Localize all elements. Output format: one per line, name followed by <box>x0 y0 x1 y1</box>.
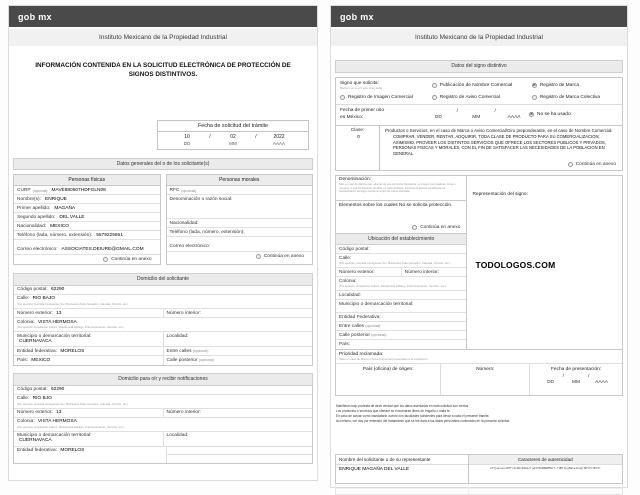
date-slash: / <box>588 373 590 379</box>
date-slash: / <box>255 133 257 140</box>
radio-continua-anexo[interactable] <box>412 225 417 230</box>
field-nacionalidad: Nacionalidad: MEXICO <box>14 222 160 231</box>
field-colonia-notif: Colonia: VISTA HERMOSA (Por ejemplo: Ampliación Juárez, Residencial Hidalgo, Fraccionamiento, Sección, etc.) <box>14 418 312 432</box>
page-sign-data <box>330 5 628 488</box>
row-municipio-notif <box>14 432 312 447</box>
field-numero-exterior: Número exterior: 13 <box>17 310 62 316</box>
filing-date-box <box>157 120 309 150</box>
field-localidad: Localidad: <box>163 332 313 346</box>
applicant-name-value: ENRIQUE MAGAÑA DEL VALLE <box>339 467 410 473</box>
row-pais <box>14 356 312 365</box>
field-numero-interior-ubi: Número interior: <box>401 268 467 276</box>
field-correo-moral: Correo electrónico: <box>167 242 313 252</box>
elementos-sin-proteccion-box: Elementos sobre los cuales No se solicita protección. Continúa en anexo <box>335 201 467 234</box>
signo-options-row-2 <box>336 93 622 104</box>
option-no-se-ha-usado: ✕ No se ha usado <box>529 112 618 117</box>
filing-date-month: 02 <box>230 133 236 140</box>
row-entidad <box>14 347 312 356</box>
date-slash: / <box>456 109 458 115</box>
field-localidad-notif: Localidad: <box>163 432 313 446</box>
filing-date-year: 2022 <box>273 133 285 140</box>
applicant-name-header: Nombre del solicitante o de su representante <box>336 455 468 465</box>
field-primer-apellido: Primer apellido: MAGAÑA <box>14 204 160 213</box>
personas-morales-header: Personas morales <box>167 175 313 186</box>
field-colonia-ubi: Colonia: (Por ejemplo: Ampliación Juárez, Residencial Hidalgo, Fraccionamiento, Sección, etc.) <box>336 277 466 291</box>
domicilio-notificaciones-box <box>13 386 313 464</box>
radio-registro-imagen-comercial[interactable] <box>340 95 345 100</box>
signo-helper-text: Marcar con una X sólo una casilla <box>340 86 382 90</box>
page-application-info <box>8 5 318 481</box>
field-numero-interior: Número interior: <box>163 309 313 317</box>
signo-label-block: Signo que solicita: Marcar con una X sólo una casilla <box>340 81 432 91</box>
primer-uso-label: Fecha de primer uso en México: <box>340 107 384 120</box>
personas-fisicas-box <box>13 174 161 265</box>
personas-morales-box <box>166 174 314 265</box>
option-registro-aviso-comercial: Registro de Aviso Comercial <box>432 95 532 100</box>
declaration-line: Manifiesto bajo protesta de decir verdad que los datos asentados en esta solicitud son ciertos. <box>336 404 470 409</box>
continua-anexo-row: Continúa en anexo <box>14 255 160 264</box>
option-registro-marca-colectiva: Registro de Marca Colectiva <box>532 95 618 100</box>
empty-cells <box>166 447 313 463</box>
denominacion-box: Denominación: Sólo en caso de Marcas que, además de sus elementos figurativos, se integren por palabras, letras o números, o una combinación de ellos; en caso contrario, únicamente deberá considerarse la representación del signo conforme al tipo de marca solicitada. <box>335 175 467 201</box>
col-numero: Número: <box>440 364 529 395</box>
field-segundo-apellido: Segundo apellido: DEL VALLE <box>14 213 160 222</box>
prioridad-reclamada-box: Prioridad reclamada: (Sólo en caso de Marca o Aviso Comercial presentada en el extranjero) País (oficina) de origen: Número: Fecha de presentación: / / DD MM AAAA <box>335 350 623 396</box>
colonia-helper-text: (Por ejemplo: Ampliación Juárez, Residencial Hidalgo, Fraccionamiento, Sección, etc.) <box>17 325 125 330</box>
field-entidad-federativa-notif: Entidad federativa: MORELOS <box>17 448 85 454</box>
institute-bar <box>9 29 317 46</box>
field-entidad-ubi: Entidad Federativa: <box>336 313 466 322</box>
field-municipio: Municipio o demarcación territorial: CUERNAVACA <box>17 333 92 344</box>
col-fecha-presentacion: Fecha de presentación: / / DD MM AAAA <box>529 364 622 395</box>
field-entidad-federativa: Entidad federativa: MORELOS <box>17 348 85 354</box>
radio-continua-anexo[interactable] <box>568 162 573 167</box>
field-nombre: Nombre(s): ENRIQUE <box>14 195 160 204</box>
gob-mx-logo: gob mx <box>18 11 52 22</box>
representacion-signo-box: Representación del signo: TODOLOGOS.COM <box>467 175 623 351</box>
field-numero-interior-notif: Número interior: <box>163 409 313 417</box>
document-title: INFORMACIÓN CONTENIDA EN LA SOLICITUD ELECTRÓNICA DE PROTECCIÓN DE SIGNOS DISTINTIVOS. <box>35 62 291 78</box>
option-publicacion-nombre-comercial: Publicación de Nombre Comercial <box>432 81 532 91</box>
gob-mx-header-bar <box>331 6 627 27</box>
dd-label: DD <box>547 379 555 385</box>
denominacion-helper-text: Sólo en caso de Marcas que, además de sus elementos figurativos, se integren por palabras, letras o números, o una combinación de ellos; en caso contrario, únicamente deberá considerarse la representación del signo conforme al tipo de marca solicitada. <box>339 183 456 194</box>
radio-no-se-ha-usado[interactable] <box>529 112 534 117</box>
declaration-line: En caso de actuar como mandatario cuento con facultades suficientes para llevar a cabo el presente trámite. <box>336 414 490 419</box>
radio-publicacion-nombre-comercial[interactable] <box>432 83 437 88</box>
radio-registro-marca-colectiva[interactable] <box>532 95 537 100</box>
primer-uso-row <box>336 104 622 125</box>
section-domicilio-notificaciones: Domicilio para oír y recibir notificaciones <box>13 373 313 386</box>
clase-row <box>336 125 622 170</box>
signo-options-row-1 <box>336 78 622 93</box>
dd-label: DD <box>434 115 442 121</box>
trademark-text: TODOLOGOS.COM <box>475 259 556 270</box>
option-registro-imagen-comercial: Registro de Imagen Comercial <box>340 95 432 100</box>
field-codigo-postal: Código postal: 62290 <box>14 286 312 295</box>
radio-continua-anexo[interactable] <box>256 254 261 259</box>
field-numero-exterior-notif: Número exterior: 13 <box>17 410 62 416</box>
mm-label: MM <box>572 379 581 385</box>
row-numeros <box>14 309 312 318</box>
trailing-rows <box>335 484 623 495</box>
institute-bar <box>331 29 627 46</box>
field-entre-calles-ubi: Entre calles (opcional): <box>336 322 466 331</box>
radio-continua-anexo[interactable] <box>103 257 108 262</box>
personas-fisicas-header: Personas físicas <box>14 175 160 186</box>
filing-date-values <box>158 132 308 149</box>
institute-name: Instituto Mexicano de la Propiedad Industrial <box>415 34 543 41</box>
authenticity-column <box>468 455 622 483</box>
calle-helper-text: (Por ejemplo: Avenida Insurgentes Sur, Boulevard Ávila Camacho, Calzada, Circuito, etc.) <box>17 301 129 306</box>
prioridad-helper-text: (Sólo en caso de Marca o Aviso Comercial presentada en el extranjero) <box>339 357 428 362</box>
radio-registro-marca[interactable] <box>532 83 537 88</box>
mm-label: MM <box>472 115 481 121</box>
field-curp: CURP (opcional) MAVE880507HDFGLN08 <box>14 186 160 195</box>
date-slash: / <box>562 373 564 379</box>
applicant-name-column <box>336 455 468 483</box>
field-pais-ubi: País: <box>339 341 350 347</box>
calle-helper-text: (Por ejemplo: Avenida Insurgentes Sur, Boulevard Ávila Camacho, Calzada, Circuito, etc.) <box>339 261 451 266</box>
field-numero-exterior-ubi: Número exterior: <box>339 269 375 275</box>
filing-date-title: Fecha de solicitud del trámite <box>158 121 308 132</box>
authenticity-header: Caracteres de autenticidad <box>469 455 622 465</box>
field-pais: País: MEXICO <box>17 357 51 363</box>
declaration-line: Los productos o servicios que ofertaré se encuentran libres de engaño o mala fe. <box>336 409 451 414</box>
field-localidad-ubi: Localidad: <box>336 291 466 300</box>
field-colonia: Colonia: VISTA HERMOSA (Por ejemplo: Ampliación Juárez, Residencial Hidalgo, Fraccionamiento, Sección, etc.) <box>14 318 312 332</box>
aaaa-label: AAAA <box>272 140 286 146</box>
declaration-text <box>336 404 622 424</box>
prioridad-date <box>542 374 611 385</box>
aaaa-label: AAAA <box>595 379 608 385</box>
section-datos-generales: Datos generales del o de los solicitante(s) <box>13 158 313 171</box>
field-calle-ubi: Calle: (Por ejemplo: Avenida Insurgentes Sur, Boulevard Ávila Camacho, Calzada, Circuito, etc.) <box>336 254 466 268</box>
gob-mx-header-bar <box>9 6 317 27</box>
primer-uso-date <box>423 109 529 120</box>
date-slash: / <box>209 133 211 140</box>
field-denominacion-razon: Denominación o razón social: <box>167 195 313 219</box>
row-municipio <box>14 332 312 347</box>
field-telefono: Teléfono (lada, número, extensión): 5579225651 <box>14 231 160 240</box>
domicilio-solicitante-box <box>13 286 313 366</box>
declaration-line: Así mismo, me doy por enterado del tratamiento que se les dará a los datos personales contenidos en la presente solicitud. <box>336 419 511 424</box>
filing-date-day: 10 <box>184 133 190 140</box>
field-calle-notif: Calle: RIO BJO (Por ejemplo: Avenida Insurgentes Sur, Boulevard Ávila Camacho, Calzada, Circuito, etc.) <box>14 395 312 409</box>
option-registro-marca: ✕ Registro de Marca <box>532 81 618 91</box>
field-entre-calles: Entre calles (opcional): <box>163 347 313 355</box>
field-rfc: RFC (opcional) <box>167 186 313 195</box>
col-pais-origen: País (oficina) de origen: <box>362 366 414 372</box>
mm-label: MM <box>229 140 237 146</box>
productos-servicios-header: Productos o Servicios, en el caso de Marca o Aviso Comercial/Giro preponderante, en el caso de Nombre Comercial: <box>385 127 613 133</box>
field-codigo-postal-notif: Código postal: 62290 <box>14 386 312 395</box>
date-slash: / <box>494 109 496 115</box>
productos-servicios-text: COMPRAR, VENDER, RENTAR, ADQUIRIR, TODA CLASE DE PRODUCTO PARA SU COMERCIALIZACION; ASIMISMO, PROVEER LOS DISTINTOS SERVICIOS QUE OFRECE LOS SECTORES PUBLICOS Y PRIVADOS, PERSONAS FISICAS Y MORALES, CON EL FIN DE SATISFACER LAS NECESIDADES DE LA POBLACION EN GENERAL. <box>393 134 606 157</box>
colonia-helper-text: (Por ejemplo: Ampliación Juárez, Residencial Hidalgo, Fraccionamiento, Sección, etc.) <box>17 424 125 429</box>
section-datos-signo: Datos del signo distintivo <box>335 60 623 73</box>
institute-name: Instituto Mexicano de la Propiedad Industrial <box>99 34 227 41</box>
row-numeros-ubi <box>336 268 466 277</box>
signature-table <box>335 454 623 484</box>
colonia-helper-text: (Por ejemplo: Ampliación Juárez, Residencial Hidalgo, Fraccionamiento, Sección, etc.) <box>339 284 447 289</box>
field-calle: Calle: RIO BAJO (Por ejemplo: Avenida Insurgentes Sur, Boulevard Ávila Camacho, Calzada, Circuito, etc.) <box>14 295 312 309</box>
prioridad-table <box>336 363 622 395</box>
continua-anexo-row: Continúa en anexo <box>412 225 460 230</box>
field-nacionalidad-moral: Nacionalidad: <box>167 219 313 228</box>
row-numeros-notif <box>14 409 312 418</box>
field-codigo-postal-ubi: Código postal: <box>336 245 466 254</box>
continua-anexo-row: Continúa en anexo <box>167 252 313 261</box>
dd-label: DD <box>183 140 191 146</box>
productos-servicios-block <box>380 126 622 170</box>
authenticity-code: eT7jwkuqs4JPT/4c3NzD1GacrgA37SbWNBPMGrT-rUDTskgSWsalmJgrSDYYnTBrXl <box>489 467 601 471</box>
signo-box <box>335 77 623 171</box>
field-telefono-moral: Teléfono (lada, número, extensión): <box>167 228 313 237</box>
gob-mx-logo: gob mx <box>340 11 374 22</box>
field-calle-posterior-ubi: Calle posterior (opcional): <box>336 331 466 340</box>
field-municipio-notif: Municipio o demarcación territorial: CUERNAVACA <box>17 433 92 444</box>
field-municipio-ubi: Municipio o demarcación territorial: <box>336 300 466 313</box>
section-ubicacion-establecimiento: Ubicación del establecimiento <box>335 234 467 246</box>
aaaa-label: AAAA <box>507 115 521 121</box>
ubicacion-box <box>335 245 467 350</box>
continua-anexo-row: Continúa en anexo <box>568 162 616 167</box>
field-correo: Correo electrónico: ASSOCIATES.DEIURE@GMAIL.COM <box>14 245 160 255</box>
radio-registro-aviso-comercial[interactable] <box>432 95 437 100</box>
row-entidad-notif <box>14 447 312 463</box>
field-clase: Clase: 0 <box>336 126 380 170</box>
field-calle-posterior: Calle posterior (opcional): <box>163 356 313 365</box>
calle-helper-text: (Por ejemplo: Avenida Insurgentes Sur, Boulevard Ávila Camacho, Calzada, Circuito, etc.) <box>17 401 129 406</box>
section-domicilio-solicitante: Domicilio del solicitante <box>13 273 313 286</box>
